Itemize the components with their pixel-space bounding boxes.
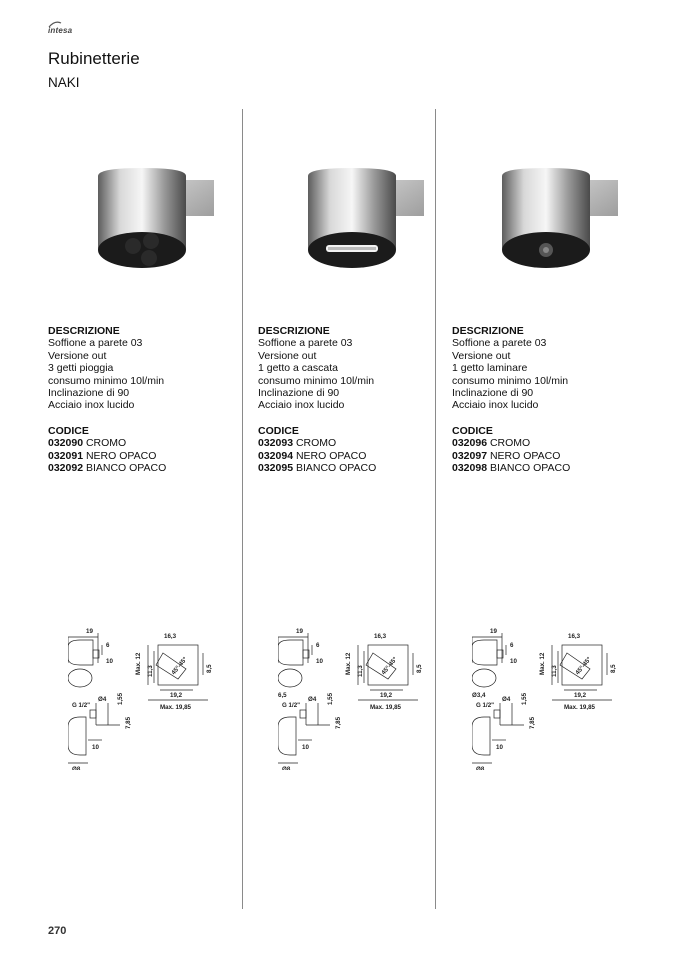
dim-label: 11,3 [147, 665, 154, 677]
dim-label: Max. 19,85 [564, 704, 595, 711]
dim-label: Max. 12 [345, 652, 352, 675]
jet-icon [125, 238, 141, 254]
codes-heading: CODICE [48, 425, 89, 437]
product-code: 032098 [452, 462, 488, 475]
description-heading: DESCRIZIONE [452, 325, 524, 337]
description-line: consumo minimo 10l/min [48, 374, 165, 387]
dim-label: 6 [510, 642, 514, 649]
dim-label: 10 [92, 744, 99, 751]
description-block [452, 325, 568, 412]
technical-drawing [68, 625, 218, 770]
description-line: 1 getto laminare [452, 362, 528, 375]
finish-label: CROMO [83, 437, 127, 450]
dim-label: 7,85 [125, 716, 132, 729]
dim-label: 10 [106, 658, 113, 665]
dim-label: 1,55 [117, 692, 124, 705]
dim-label: 7,85 [529, 716, 536, 729]
dim-label: 1,55 [521, 692, 528, 705]
finish-label: NERO OPACO [83, 449, 157, 462]
technical-drawing [472, 625, 622, 770]
dim-label: G 1/2" [282, 702, 301, 709]
dim-label: 16,3 [164, 633, 177, 640]
code-row [452, 437, 570, 449]
dim-label: Ø3,4 [472, 692, 486, 699]
dim-label: 10 [496, 744, 503, 751]
dim-label: Ø4 [502, 696, 511, 703]
product-image [98, 150, 228, 280]
product-code: 032094 [258, 449, 294, 462]
product-image [502, 150, 632, 280]
description-line: Inclinazione di 90 [48, 387, 130, 400]
dim-label: 19,2 [170, 692, 183, 699]
logo-text: intesa [48, 26, 73, 35]
description-line: Versione out [258, 349, 317, 362]
page-subtitle: NAKI [48, 75, 80, 90]
description-line: Inclinazione di 90 [258, 387, 340, 400]
shower-head-image [502, 150, 632, 280]
dim-label: 6 [106, 642, 110, 649]
dim-label: 16,3 [374, 633, 387, 640]
dim-label: 19 [490, 628, 497, 635]
shower-head-image [308, 150, 438, 280]
dim-label: 10 [302, 744, 309, 751]
description-line: Versione out [48, 349, 107, 362]
dim-label: Max. 19,85 [370, 704, 401, 711]
description-block [258, 325, 374, 412]
dim-label: Ø4 [98, 696, 107, 703]
dim-label: Ø8 [282, 766, 291, 770]
dim-label: Ø8 [476, 766, 485, 770]
dim-label: Ø4 [308, 696, 317, 703]
dim-label: 16,3 [568, 633, 581, 640]
finish-label: CROMO [487, 437, 531, 450]
finish-label: BIANCO OPACO [83, 462, 167, 475]
dim-label: 45°-45° [574, 655, 593, 677]
code-row [48, 462, 166, 474]
description-line: Acciaio inox lucido [452, 399, 539, 412]
product-image [308, 150, 438, 280]
codes-block [452, 425, 570, 475]
code-row [48, 437, 166, 449]
dim-label: 45°-45° [380, 655, 399, 677]
product-code: 032097 [452, 449, 488, 462]
dim-label: 19 [86, 628, 93, 635]
page-number: 270 [48, 925, 67, 937]
product-code: 032095 [258, 462, 294, 475]
dim-label: 8,5 [416, 664, 423, 673]
dim-label: 1,55 [327, 692, 334, 705]
dim-label: 6,5 [278, 692, 287, 699]
product-code: 032096 [452, 437, 488, 450]
description-heading: DESCRIZIONE [258, 325, 330, 337]
dim-label: 6 [316, 642, 320, 649]
dim-label: 11,3 [551, 665, 558, 677]
codes-heading: CODICE [452, 425, 493, 437]
codes-block [48, 425, 166, 475]
description-line: Acciaio inox lucido [258, 399, 345, 412]
finish-label: NERO OPACO [487, 449, 561, 462]
product-code: 032092 [48, 462, 84, 475]
description-line: Soffione a parete 03 [48, 337, 143, 350]
description-heading: DESCRIZIONE [48, 325, 120, 337]
finish-label: CROMO [293, 437, 337, 450]
dimension-drawing [278, 625, 428, 770]
description-line: consumo minimo 10l/min [452, 374, 569, 387]
codes-heading: CODICE [258, 425, 299, 437]
finish-label: NERO OPACO [293, 449, 367, 462]
code-row [452, 462, 570, 474]
finish-label: BIANCO OPACO [487, 462, 571, 475]
dimension-drawing [472, 625, 622, 770]
dim-label: 7,85 [335, 716, 342, 729]
dim-label: Ø8 [72, 766, 81, 770]
product-code: 032091 [48, 449, 84, 462]
technical-drawing [278, 625, 428, 770]
description-line: Soffione a parete 03 [258, 337, 353, 350]
finish-label: BIANCO OPACO [293, 462, 377, 475]
shower-head-image [98, 150, 228, 280]
dim-label: 19 [296, 628, 303, 635]
dimension-drawing [68, 625, 218, 770]
dim-label: 8,5 [206, 664, 213, 673]
dim-label: 11,3 [357, 665, 364, 677]
page-title: Rubinetterie [48, 49, 140, 68]
column-divider [242, 109, 243, 909]
code-row [258, 437, 376, 449]
description-line: Soffione a parete 03 [452, 337, 547, 350]
dim-label: G 1/2" [476, 702, 495, 709]
description-line: Inclinazione di 90 [452, 387, 534, 400]
jet-icon [141, 250, 157, 266]
dim-label: 45°-45° [170, 655, 189, 677]
description-line: Acciaio inox lucido [48, 399, 135, 412]
description-line: 3 getti pioggia [48, 362, 114, 375]
dim-label: 19,2 [380, 692, 393, 699]
product-code: 032090 [48, 437, 84, 450]
description-line: Versione out [452, 349, 511, 362]
code-row [258, 462, 376, 474]
description-block [48, 325, 164, 412]
dim-label: 19,2 [574, 692, 587, 699]
product-code: 032093 [258, 437, 294, 450]
description-line: 1 getto a cascata [258, 362, 338, 375]
dim-label: 10 [316, 658, 323, 665]
dim-label: 10 [510, 658, 517, 665]
code-row [452, 450, 570, 462]
dim-label: G 1/2" [72, 702, 91, 709]
codes-block [258, 425, 376, 475]
dim-label: 8,5 [610, 664, 617, 673]
code-row [258, 450, 376, 462]
dim-label: Max. 12 [539, 652, 546, 675]
dim-label: Max. 19,85 [160, 704, 191, 711]
jet-icon [143, 233, 159, 249]
brand-logo [48, 20, 88, 38]
description-line: consumo minimo 10l/min [258, 374, 375, 387]
dim-label: Max. 12 [135, 652, 142, 675]
code-row [48, 450, 166, 462]
